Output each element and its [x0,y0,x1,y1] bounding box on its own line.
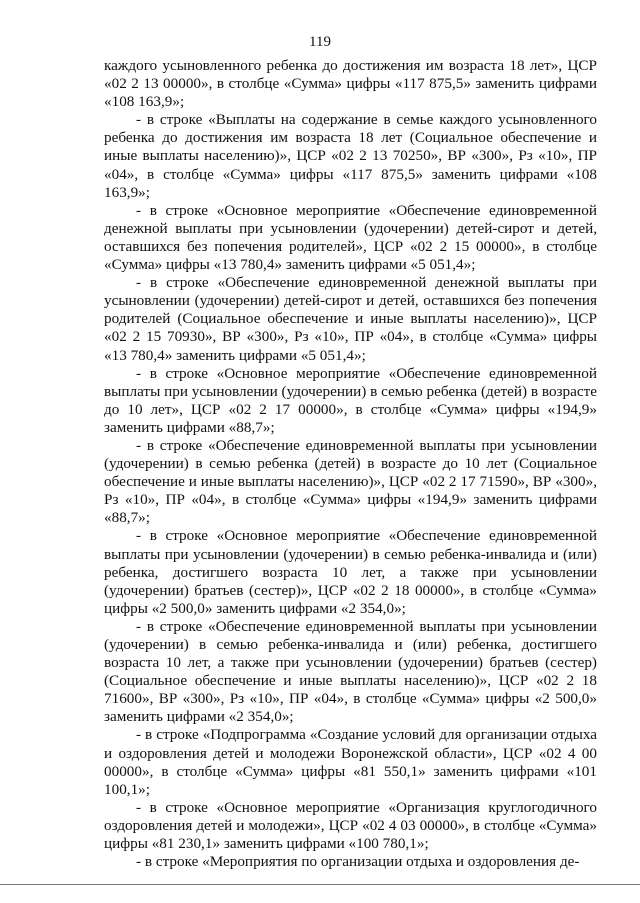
paragraph-item: - в строке «Выплаты на содержание в семье каждого усыновленного ребенка до достижения им возраста 18 лет (Социальное обеспечение и иные выплаты населению)», ЦСР «02 2 13 70250», ВР «300», Рз «10», ПР «04», в столбце «Сумма» цифры «117 875,5» заменить цифрами «108 163,9»; [104,111,597,201]
footer-divider [0,884,640,885]
paragraph-item: - в строке «Обеспечение единовременной выплаты при усыновлении (удочерении) в семью ребенка (детей) в возрасте до 10 лет (Социальное обеспечение и иные выплаты населению)», ЦСР «02 2 17 71590», ВР «300», Рз «10», ПР «04», в столбце «Сумма» цифры «194,9» заменить цифрами «88,7»; [104,436,597,527]
paragraph-item: - в строке «Основное мероприятие «Обеспечение единовременной денежной выплаты при усыновлении (удочерении) детей-сирот и детей, оставшихся без попечения родителей», ЦСР «02 2 15 00000», в столбце «Сумма» цифры «13 780,4» заменить цифрами «5 051,4»; [104,201,597,274]
document-body [104,57,597,871]
paragraph-item: - в строке «Обеспечение единовременной выплаты при усыновлении (удочерении) в семью ребенка-инвалида и (или) ребенка, достигшего возраста 10 лет, а также при усыновлении (удочерении) братьев (сестер) (Социальное обеспечение и иные выплаты населению)», ЦСР «02 2 18 71600», ВР «300», Рз «10», ПР «04», в столбце «Сумма» цифры «2 500,0» заменить цифрами «2 354,0»; [104,617,597,726]
paragraph-item: - в строке «Мероприятия по организации отдыха и оздоровления де- [136,853,580,871]
page-number: 119 [309,34,331,50]
paragraph-continuation: каждого усыновленного ребенка до достижения им возраста 18 лет», ЦСР «02 2 13 00000», в столбце «Сумма» цифры «117 875,5» заменить цифрами «108 163,9»; [104,57,597,111]
paragraph-item: - в строке «Основное мероприятие «Обеспечение единовременной выплаты при усыновлении (удочерении) в семью ребенка (детей) в возрасте до 10 лет», ЦСР «02 2 17 00000», в столбце «Сумма» цифры «194,9» заменить цифрами «88,7»; [104,364,597,436]
paragraph-item: - в строке «Обеспечение единовременной денежной выплаты при усыновлении (удочерении) детей-сирот и детей, оставшихся без попечения родителей (Социальное обеспечение и иные выплаты населению)», ЦСР «02 2 15 70930», ВР «300», Рз «10», ПР «04», в столбце «Сумма» цифры «13 780,4» заменить цифрами «5 051,4»; [104,274,597,364]
paragraph-item: - в строке «Основное мероприятие «Обеспечение единовременной выплаты при усыновлении (удочерении) в семью ребенка-инвалида и (или) ребенка, достигшего возраста 10 лет, а также при усыновлении (удочерении) братьев (сестер)», ЦСР «02 2 18 00000», в столбце «Сумма» цифры «2 500,0» заменить цифрами «2 354,0»; [104,527,597,617]
paragraph-item: - в строке «Подпрограмма «Создание условий для организации отдыха и оздоровления детей и молодежи Воронежской области», ЦСР «02 4 00 00000», в столбце «Сумма» цифры «81 550,1» заменить цифрами «101 100,1»; [104,726,597,798]
paragraph-item: - в строке «Основное мероприятие «Организация круглогодичного оздоровления детей и молодежи», ЦСР «02 4 03 00000», в столбце «Сумма» цифры «81 230,1» заменить цифрами «100 780,1»; [104,798,597,853]
